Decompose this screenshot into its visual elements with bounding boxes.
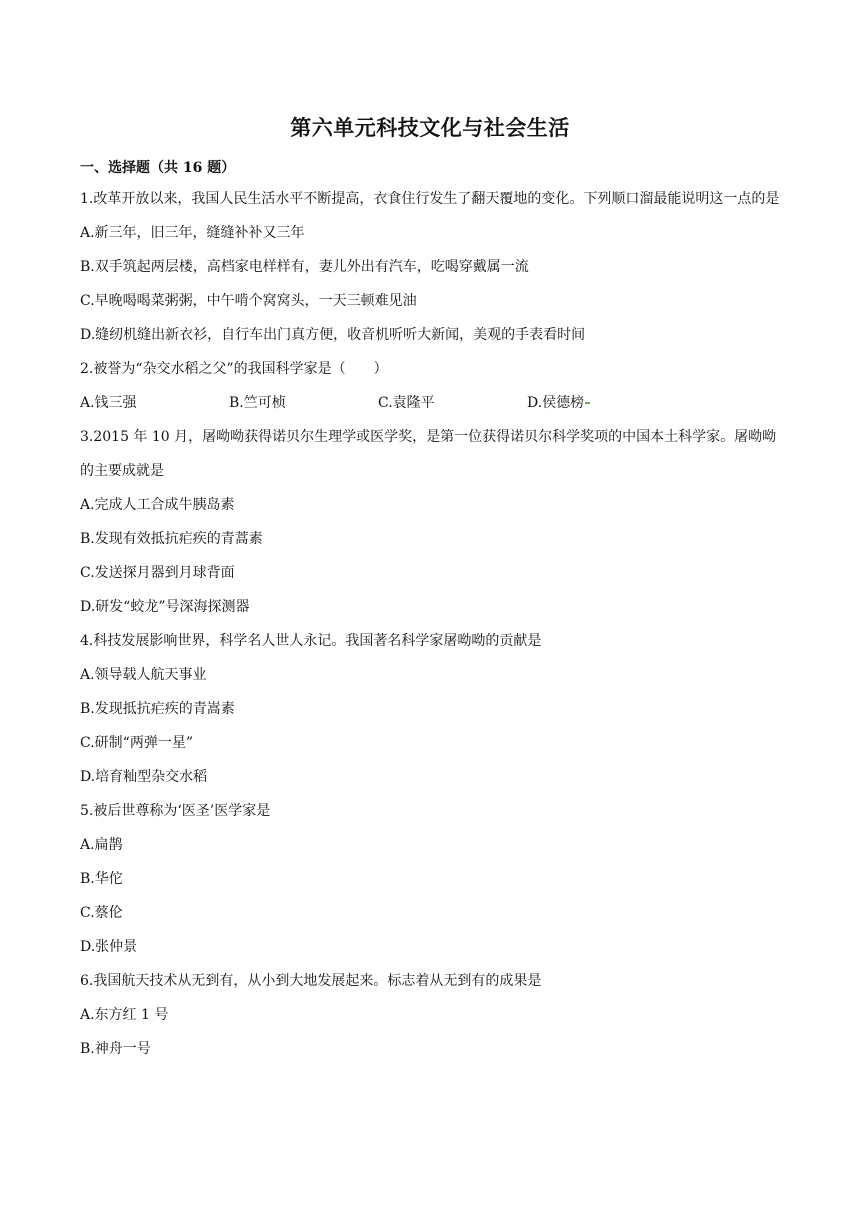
question-list bbox=[80, 182, 785, 1066]
question-2-option-d: D.侯德榜 bbox=[527, 395, 585, 411]
question-6-option-a: A.东方红 1 号 bbox=[80, 1007, 169, 1023]
question-1-option-c: C.早晚喝喝菜粥粥，中午啃个窝窝头，一天三顿难见油 bbox=[80, 293, 417, 309]
question-3-option-c: C.发送探月器到月球背面 bbox=[80, 565, 235, 581]
question-stem-6: 6.我国航天技术从无到有，从小到大地发展起来。标志着从无到有的成果是 bbox=[80, 973, 542, 989]
question-4-option-c: C.研制“两弹一星” bbox=[80, 735, 193, 751]
question-stem-3: 3.2015 年 10 月，屠呦呦获得诺贝尔生理学或医学奖，是第一位获得诺贝尔科学奖项的中国本土科学家。屠呦呦的主要成就是 bbox=[80, 429, 777, 479]
question-5-option-c: C.蔡伦 bbox=[80, 905, 123, 921]
question-stem-1: 1.改革开放以来，我国人民生活水平不断提高，衣食住行发生了翻天覆地的变化。下列顺口溜最能说明这一点的是 bbox=[80, 191, 780, 207]
question-6-option-b: B.神舟一号 bbox=[80, 1041, 151, 1057]
question-5-option-b: B.华佗 bbox=[80, 871, 123, 887]
question-5-option-a: A.扁鹊 bbox=[80, 837, 123, 853]
question-2-option-b: B.竺可桢 bbox=[229, 395, 286, 411]
question-stem-4: 4.科技发展影响世界，科学名人世人永记。我国著名科学家屠呦呦的贡献是 bbox=[80, 633, 542, 649]
question-5-option-d: D.张仲景 bbox=[80, 939, 138, 955]
question-3-option-d: D.研发“蛟龙”号深海探测器 bbox=[80, 599, 250, 615]
question-2-option-c: C.袁隆平 bbox=[378, 395, 435, 411]
question-1-option-d: D.缝纫机缝出新衣衫，自行车出门真方便，收音机听听大新闻，美观的手表看时间 bbox=[80, 327, 586, 343]
question-stem-2: 2.被誉为“杂交水稻之父”的我国科学家是（ ） bbox=[80, 361, 388, 377]
page-title: 第六单元科技文化与社会生活 bbox=[290, 115, 570, 140]
question-2-option-d-wrap bbox=[527, 386, 590, 420]
question-1-option-a: A.新三年，旧三年，缝缝补补又三年 bbox=[80, 225, 305, 241]
question-4-option-b: B.发现抵抗疟疾的青嵩素 bbox=[80, 701, 235, 717]
section-heading: 一、选择题（共 16 题） bbox=[80, 160, 236, 176]
edit-mark-icon bbox=[585, 402, 590, 404]
question-3-option-a: A.完成人工合成牛胰岛素 bbox=[80, 497, 235, 513]
question-4-option-d: D.培育籼型杂交水稻 bbox=[80, 769, 208, 785]
question-3-option-b: B.发现有效抵抗疟疾的青蒿素 bbox=[80, 531, 263, 547]
question-2-options bbox=[80, 386, 785, 420]
question-1-option-b: B.双手筑起两层楼，高档家电样样有，妻儿外出有汽车，吃喝穿戴属一流 bbox=[80, 259, 529, 275]
question-4-option-a: A.领导载人航天事业 bbox=[80, 667, 207, 683]
question-2-option-a: A.钱三强 bbox=[80, 395, 137, 411]
question-stem-5: 5.被后世尊称为‘医圣’医学家是 bbox=[80, 803, 271, 819]
